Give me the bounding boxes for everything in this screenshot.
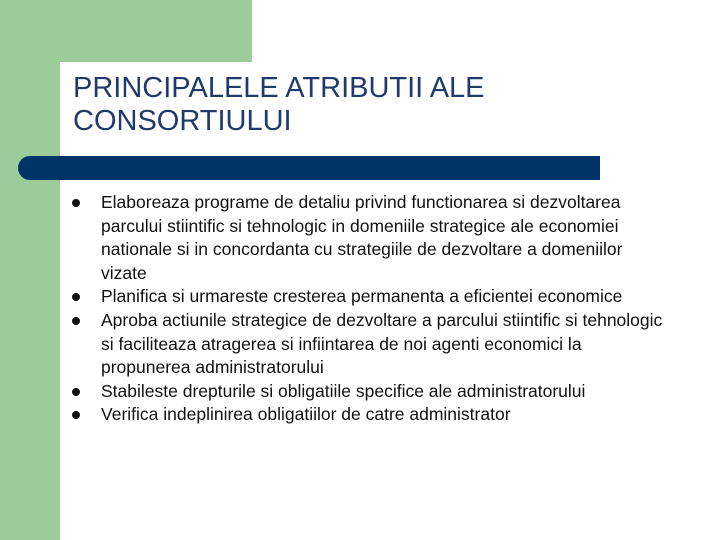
bullet-item	[72, 380, 672, 404]
left-accent-bar	[0, 0, 60, 540]
bullet-list	[72, 191, 672, 427]
bullet-dot-icon	[72, 293, 80, 301]
bullet-item	[72, 285, 672, 309]
top-accent-block	[0, 0, 252, 62]
bullet-item	[72, 403, 672, 427]
bullet-item	[72, 191, 672, 285]
bullet-text: Elaboreaza programe de detaliu privind functionarea si dezvoltarea parcului stiintific si tehnologic in domeniile strategice ale economiei nationale si in concordanta cu strategiile de dezvoltare a domeniilor vizate	[101, 192, 623, 283]
slide-title-line-1: PRINCIPALELE ATRIBUTII ALE	[73, 72, 485, 104]
bullet-text: Verifica indeplinirea obligatiilor de catre administrator	[101, 404, 511, 425]
bullet-text: Stabileste drepturile si obligatiile specifice ale administratorului	[101, 380, 586, 401]
bullet-dot-icon	[72, 388, 80, 396]
bullet-text: Aproba actiunile strategice de dezvoltare a parcului stiintific si tehnologic si faciliteaza atragerea si infiintarea de noi agenti economici la propunerea administratorului	[101, 309, 663, 378]
bullet-text: Planifica si urmareste cresterea permanenta a eficientei economice	[101, 286, 623, 307]
bullet-item	[72, 309, 672, 380]
bullet-dot-icon	[72, 411, 80, 419]
bullet-dot-icon	[72, 199, 80, 207]
slide-title	[73, 72, 633, 138]
bullet-dot-icon	[72, 317, 80, 325]
slide-title-line-2: CONSORTIULUI	[73, 105, 292, 137]
title-underline-bar	[18, 156, 600, 180]
